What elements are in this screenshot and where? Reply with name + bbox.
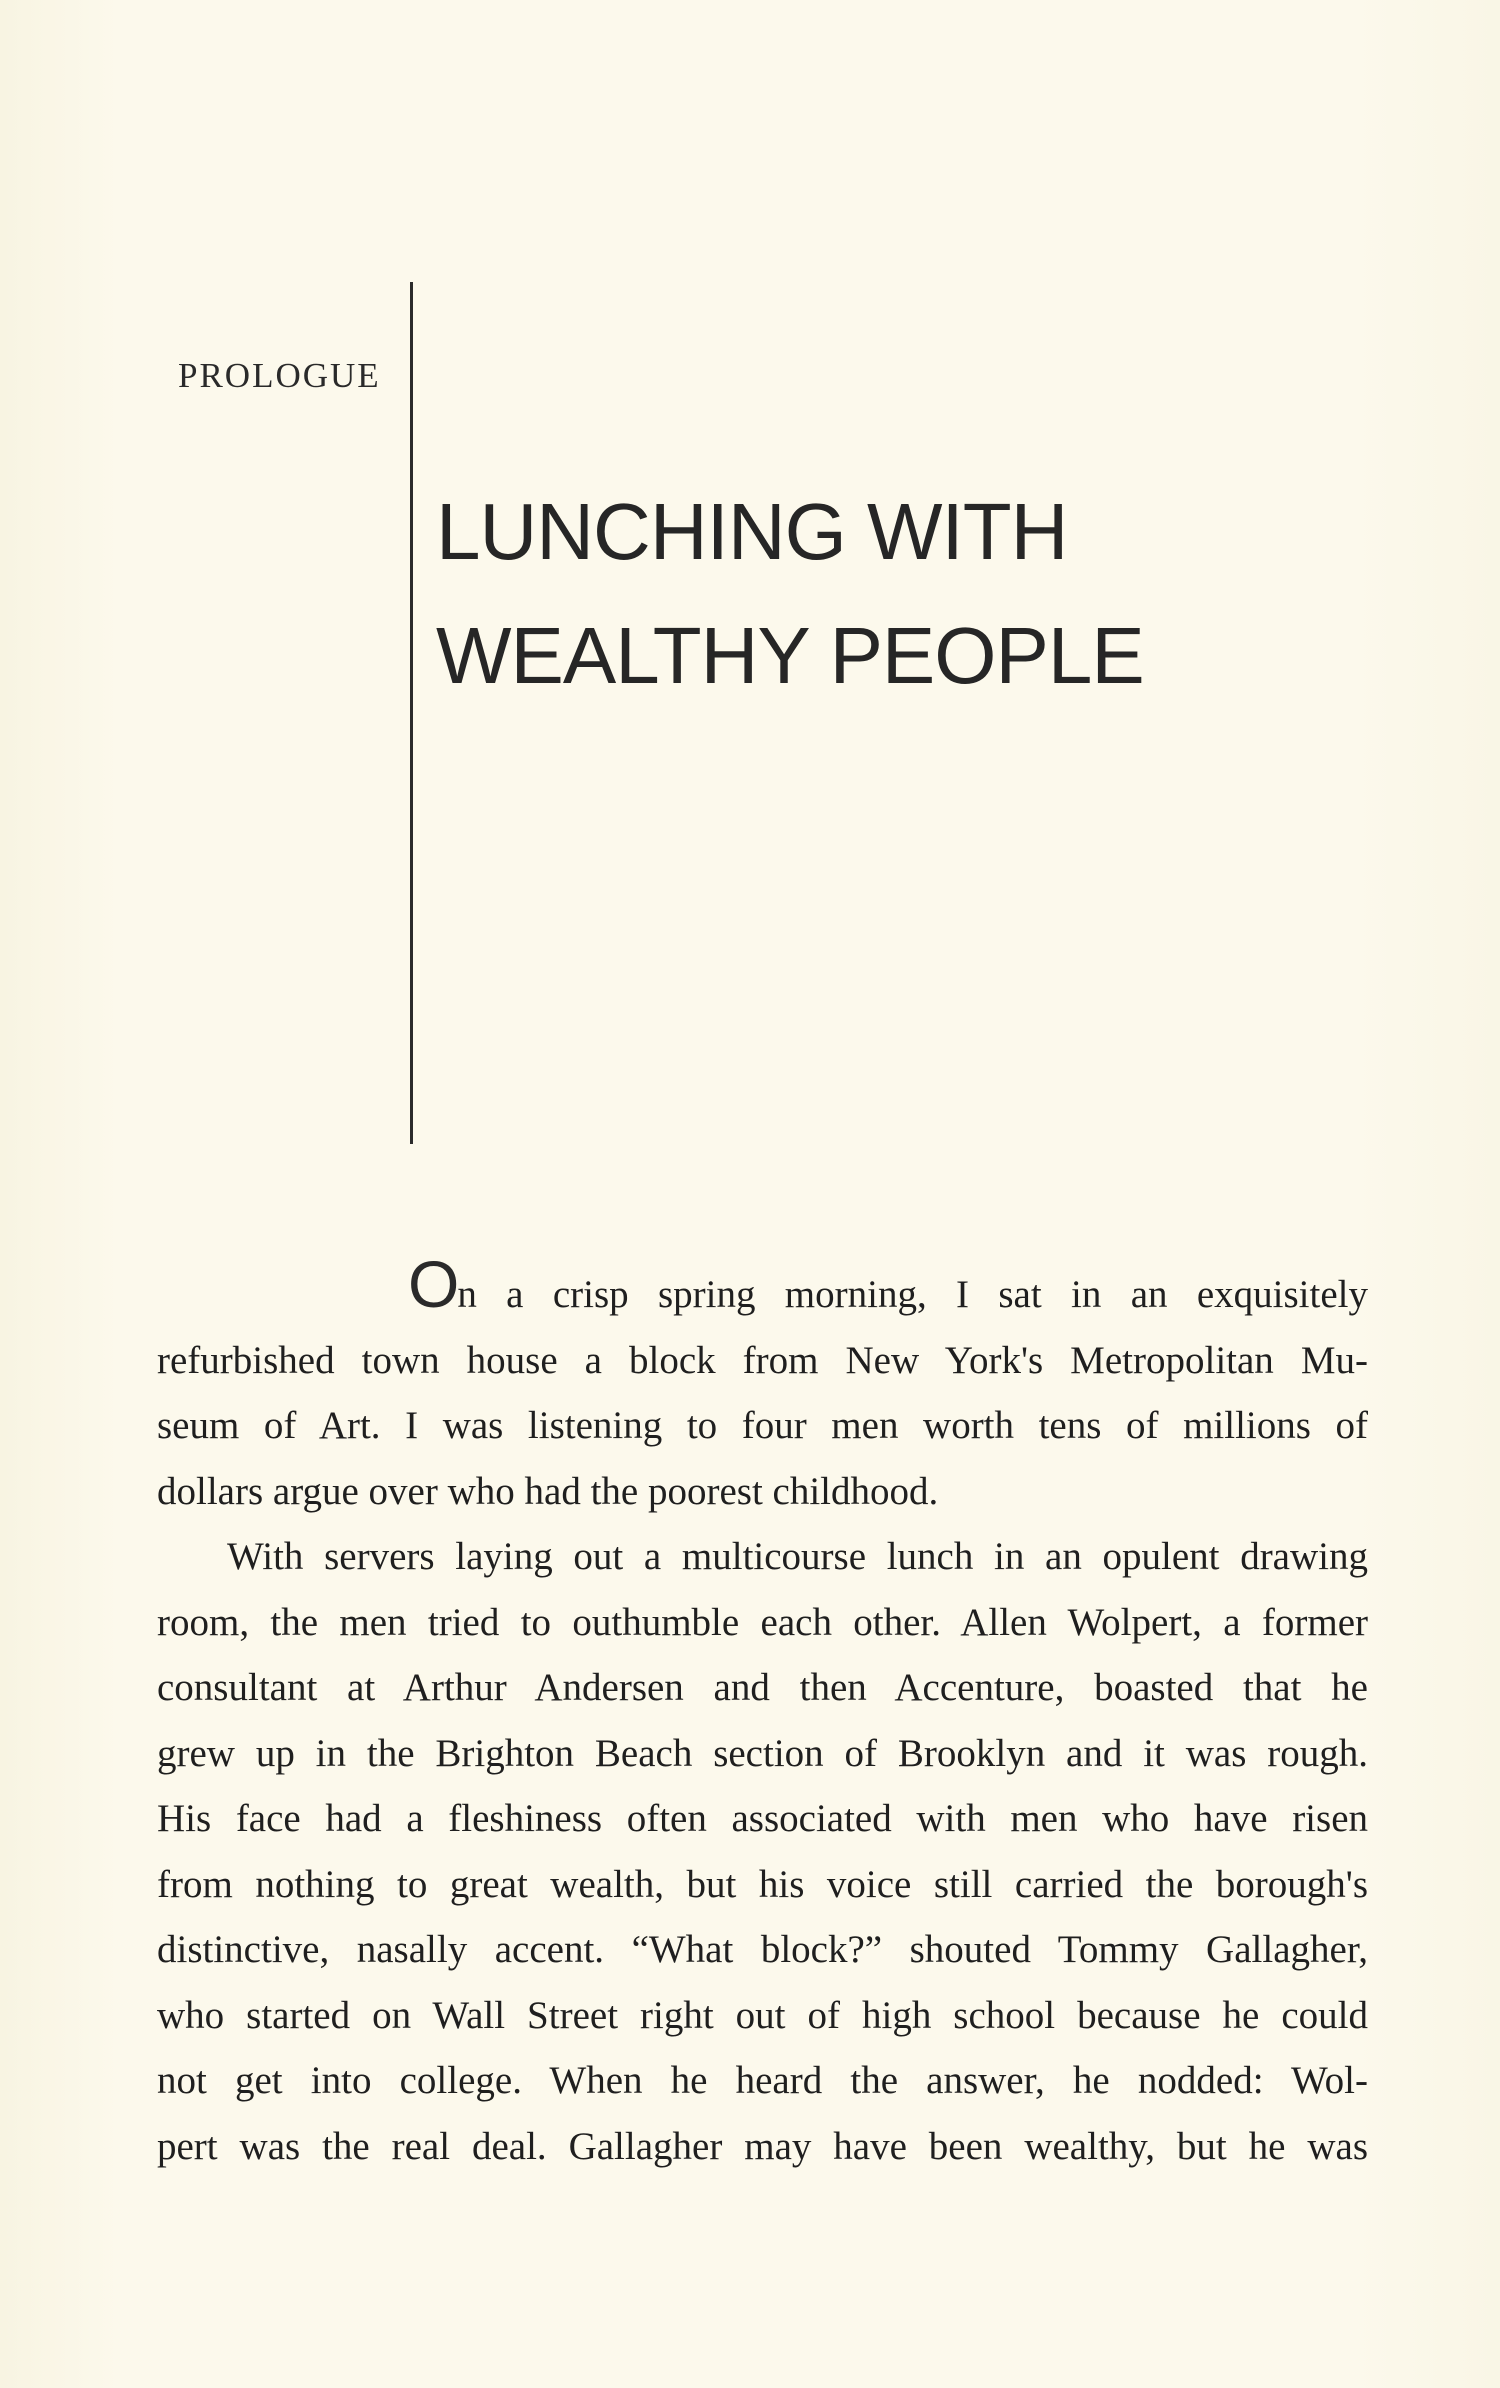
paragraph-2-line-1: With servers laying out a multicourse lunch in an opulent drawing <box>227 1535 1368 1578</box>
paragraph-2-line-5: His face had a fleshiness often associated with men who have risen <box>157 1797 1368 1840</box>
paragraph-1-line-3: seum of Art. I was listening to four men worth tens of millions of <box>157 1404 1368 1447</box>
paragraph-2-line-4: grew up in the Brighton Beach section of Brooklyn and it was rough. <box>157 1731 1368 1775</box>
chapter-divider-rule <box>410 282 413 1144</box>
drop-cap: O <box>408 1247 458 1321</box>
paragraph-2-line-2: room, the men tried to outhumble each other. Allen Wolpert, a former <box>157 1600 1368 1644</box>
paragraph-2-line-9: not get into college. When he heard the answer, he nodded: Wol- <box>157 2059 1368 2102</box>
paragraph-1-line-4: dollars argue over who had the poorest childhood. <box>157 1469 939 1513</box>
paragraph-2-line-8: who started on Wall Street right out of high school because he could <box>157 1993 1368 2037</box>
paragraph-2-line-10: pert was the real deal. Gallagher may have been wealthy, but he was <box>157 2124 1368 2168</box>
paragraph-1-line-1: On a crisp spring morning, I sat in an exquisitely <box>408 1247 1368 1321</box>
chapter-title-line-1: LUNCHING WITH <box>436 487 1068 576</box>
paragraph-1-line-2: refurbished town house a block from New York's Metropolitan Mu- <box>157 1338 1368 1382</box>
paragraph-2-line-3: consultant at Arthur Andersen and then Accenture, boasted that he <box>157 1666 1368 1709</box>
paragraph-2-line-7: distinctive, nasally accent. “What block?” shouted Tommy Gallagher, <box>157 1928 1368 1971</box>
chapter-title-line-2: WEALTHY PEOPLE <box>436 611 1144 700</box>
paragraph-2-line-6: from nothing to great wealth, but his voice still carried the borough's <box>157 1862 1368 1906</box>
body-text <box>157 1247 1368 2179</box>
chapter-label: PROLOGUE <box>178 356 381 395</box>
chapter-title <box>436 470 1336 718</box>
